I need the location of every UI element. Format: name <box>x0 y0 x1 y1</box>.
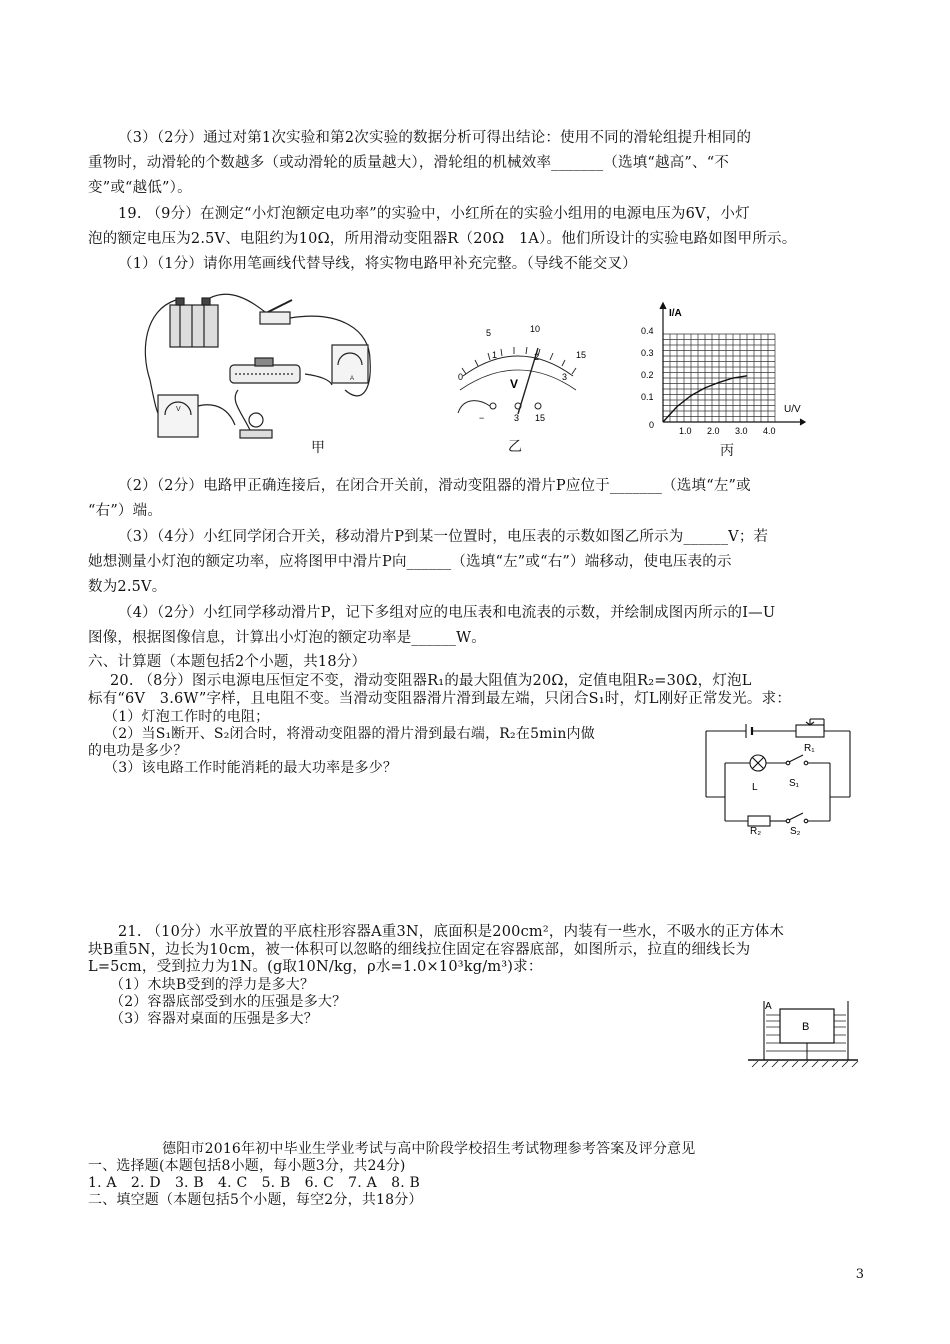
ytick-0.4: 0.4 <box>641 326 654 336</box>
graph-ylabel: I/A <box>669 308 682 319</box>
q20-line2: 标有“6V 3.6W”字样，且电阻不变。当滑动变阻器滑片滑到最左端，只闭合S₁时，灯L刚好正常发光。求： <box>88 691 792 707</box>
q18-3-line2: 重物时，动滑轮的个数越多（或动滑轮的质量越大），滑轮组的机械效率_______（选填“越高”、“不 <box>88 155 730 171</box>
page-number: 3 <box>855 1267 864 1282</box>
fig-yi-label: 乙 <box>508 439 522 455</box>
label-R2: R₂ <box>750 826 762 835</box>
q21-sub3: （3）容器对桌面的压强是多大？ <box>110 1011 318 1027</box>
q19-4-line2: 图像，根据图像信息，计算出小灯泡的额定功率是______W。 <box>88 630 486 646</box>
terminal-3: 3 <box>514 413 520 423</box>
section-6-heading: 六、计算题（本题包括2个小题，共18分） <box>88 654 367 670</box>
label-B: B <box>802 1021 810 1033</box>
label-S2: S₂ <box>790 826 801 835</box>
q19-2-line1: （2）（2分）电路甲正确连接后，在闭合开关前，滑动变阻器的滑片P应位于_______（选填“左”或 <box>118 478 751 494</box>
answer-section1: 一、选择题(本题包括8小题，每小题3分，共24分) <box>88 1158 406 1174</box>
label-L: L <box>752 782 758 793</box>
voltmeter-figure-yi <box>438 318 598 428</box>
q19-3-line2: 她想测量小灯泡的额定功率，应将图甲中滑片P向______（选填“左”或“右”）端移动，使电压表的示 <box>88 554 732 570</box>
xtick-1.0: 1.0 <box>679 426 692 436</box>
meter-tick-0: 0 <box>458 372 464 382</box>
label-A: A <box>765 1001 772 1012</box>
fig-jia-label: 甲 <box>311 440 325 456</box>
meter-tick-5: 5 <box>486 328 492 338</box>
iu-graph-figure-bing <box>635 300 825 440</box>
q19-3-line3: 数为2.5V。 <box>88 579 167 595</box>
xtick-2.0: 2.0 <box>707 426 720 436</box>
q19-line1: 19. （9分）在测定“小灯泡额定电功率”的实验中，小红所在的实验小组用的电源电压为6V，小灯 <box>118 206 750 222</box>
ytick-0.1: 0.1 <box>641 392 654 402</box>
meter-tick-15: 15 <box>576 350 587 360</box>
q21-sub2: （2）容器底部受到水的压强是多大？ <box>110 994 347 1010</box>
circuit-diagram-q20 <box>700 715 860 835</box>
q21-sub1: （1）木块B受到的浮力是多大？ <box>110 977 315 993</box>
container-figure-q21 <box>740 985 860 1080</box>
q19-2-line2: “右”）端。 <box>88 503 163 519</box>
q20-sub2b: 的电功是多少？ <box>88 743 188 759</box>
terminal-minus: − <box>479 413 485 423</box>
q20-sub1: （1）灯泡工作时的电阻； <box>104 709 270 725</box>
q20-line1: 20. （8分）图示电源电压恒定不变，滑动变阻器R₁的最大阻值为20Ω，定值电阻R₂=30Ω，灯泡L <box>110 673 752 689</box>
answer-choices: 1. A 2. D 3. B 4. C 5. B 6. C 7. A 8. B <box>88 1175 420 1191</box>
q18-3-line1: （3）（2分）通过对第1次实验和第2次实验的数据分析可得出结论：使用不同的滑轮组提升相同的 <box>118 130 752 146</box>
label-S1: S₁ <box>789 778 800 789</box>
q19-line3: （1）（1分）请你用笔画线代替导线，将实物电路甲补充完整。（导线不能交叉） <box>118 256 637 272</box>
label-R1: R₁ <box>804 743 815 754</box>
meter-tick-2: 2 <box>534 352 540 362</box>
meter-tick-3: 3 <box>562 372 568 382</box>
meter-symbol: V <box>510 377 519 391</box>
q19-line2: 泡的额定电压为2.5V、电阻约为10Ω，所用滑动变阻器R（20Ω 1A）。他们所设计的实验电路如图甲所示。 <box>88 231 797 247</box>
ytick-0.3: 0.3 <box>641 348 654 358</box>
q20-sub3: （3）该电路工作时能消耗的最大功率是多少？ <box>104 760 398 776</box>
xtick-0: 0 <box>649 420 655 430</box>
q21-line1: 21. （10分）水平放置的平底柱形容器A重3N，底面积是200cm²，内装有一些水，不吸水的正方体木 <box>118 924 785 940</box>
q19-3-line1: （3）（4分）小红同学闭合开关，移动滑片P到某一位置时，电压表的示数如图乙所示为______V；若 <box>118 529 769 545</box>
terminal-15: 15 <box>535 413 546 423</box>
q20-sub2a: （2）当S₁断开、S₂闭合时，将滑动变阻器的滑片滑到最右端，R₂在5min内做 <box>104 726 595 742</box>
meter-tick-10: 10 <box>530 324 541 334</box>
circuit-figure-jia <box>140 290 380 460</box>
ytick-0.2: 0.2 <box>641 370 654 380</box>
meter-tick-1: 1 <box>492 350 498 360</box>
answer-section2: 二、填空题（本题包括5个小题，每空2分，共18分） <box>88 1192 423 1208</box>
q19-4-line1: （4）（2分）小红同学移动滑片P，记下多组对应的电压表和电流表的示数，并绘制成图丙所示的I—U <box>118 605 776 621</box>
q21-line3: L=5cm，受到拉力为1N。(g取10N/kg，ρ水=1.0×10³kg/m³)求： <box>88 959 543 975</box>
xtick-4.0: 4.0 <box>763 426 776 436</box>
xtick-3.0: 3.0 <box>735 426 748 436</box>
svg-text:V: V <box>176 406 181 413</box>
svg-text:A: A <box>350 376 355 382</box>
q21-line2: 块B重5N，边长为10cm，被一体积可以忽略的细线拉住固定在容器底部，如图所示，拉直的细线长为 <box>88 942 751 958</box>
graph-xlabel: U/V <box>784 404 801 415</box>
answer-title: 德阳市2016年初中毕业生学业考试与高中阶段学校招生考试物理参考答案及评分意见 <box>162 1141 696 1157</box>
q18-3-line3: 变”或“越低”）。 <box>88 180 192 196</box>
fig-bing-label: 丙 <box>720 443 734 459</box>
